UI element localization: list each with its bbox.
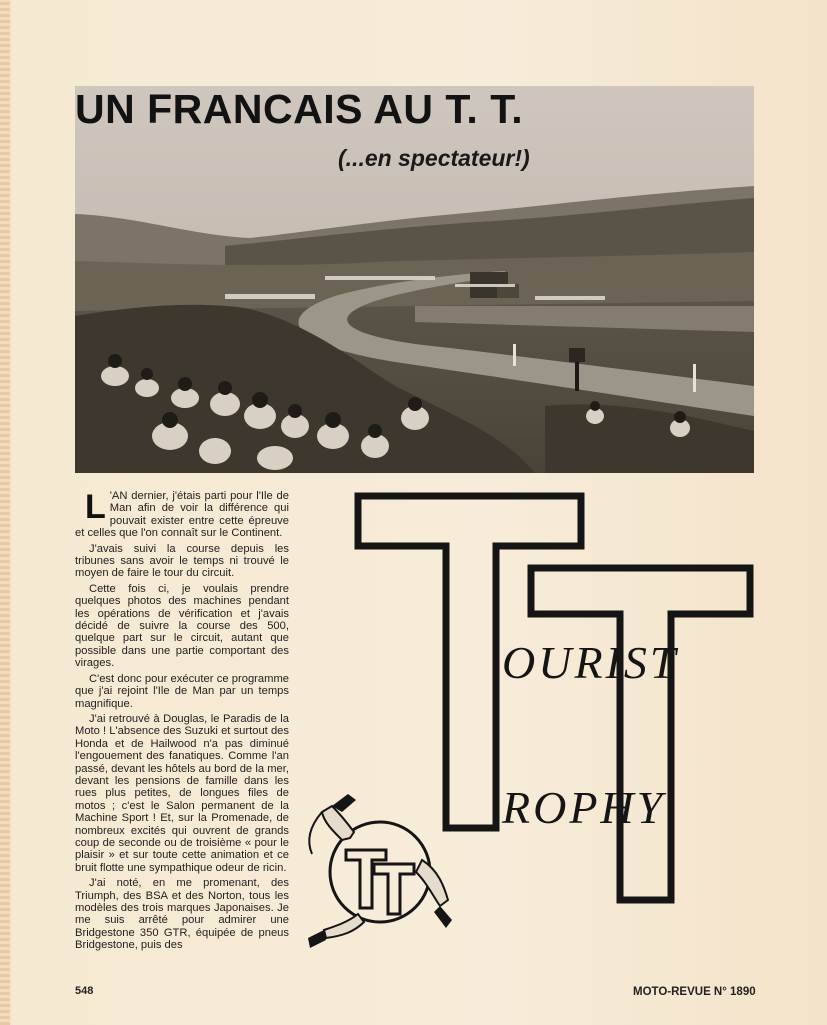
page-number: 548: [75, 985, 94, 997]
tourist-word: OURIST: [502, 637, 679, 688]
trophy-word: ROPHY: [502, 782, 666, 833]
torn-page-edge: [0, 0, 10, 1025]
headline: UN FRANCAIS AU T. T.: [75, 86, 524, 132]
subheadline: (...en spectateur!): [338, 145, 530, 171]
three-legs-of-man-icon: [302, 790, 462, 965]
article-paragraph: J'ai retrouvé à Douglas, le Paradis de la Moto ! L'absence des Suzuki et surtout des Honda et de Hailwood n'a pas diminué l'engouement des fanatiques. Comme l'an passé, devant les hôtels au bord de la mer, devant les pensions de famille dans les rues plus petites, de longues files de motos ; c'est le Salon permanent de la Machine Sport ! Et, sur la Promenade, de nombreux excités qui ouvrent de grands coup de seconde ou de troisième « pour le plaisir » et sur toute cette animation et ce bruit flotte une sympathique odeur de ricin.: [75, 712, 289, 874]
drop-cap: L: [85, 488, 106, 526]
article-body: [75, 490, 289, 955]
article-paragraph: [75, 490, 289, 540]
article-paragraph-text: 'AN dernier, j'étais parti pour l'Ile de Man afin de voir la différence qui pouvait exister entre cette épreuve et celles que l'on connaît sur le Continent.: [75, 490, 289, 540]
article-paragraph: J'ai noté, en me promenant, des Triumph, des BSA et des Norton, tous les modèles des trois marques Japonaises. Je me suis arrêté pour admirer une Bridgestone 350 GTR, équipée de pneus Bridgestone, puis des: [75, 877, 289, 952]
article-paragraph: Cette fois ci, je voulais prendre quelques photos des machines pendant les opérations de vérification et j'avais décidé de suivre la course des 500, quelque part sur le circuit, autant que possible dans une partie comportant des virages.: [75, 582, 289, 670]
article-paragraph: J'avais suivi la course depuis les tribunes sans avoir le temps ni trouvé le moyen de faire le tour du circuit.: [75, 542, 289, 580]
article-paragraph: C'est donc pour exécuter ce programme que j'ai rejoint l'Ile de Man par un temps magnifique.: [75, 672, 289, 710]
magazine-issue: MOTO-REVUE N° 1890: [633, 986, 756, 998]
